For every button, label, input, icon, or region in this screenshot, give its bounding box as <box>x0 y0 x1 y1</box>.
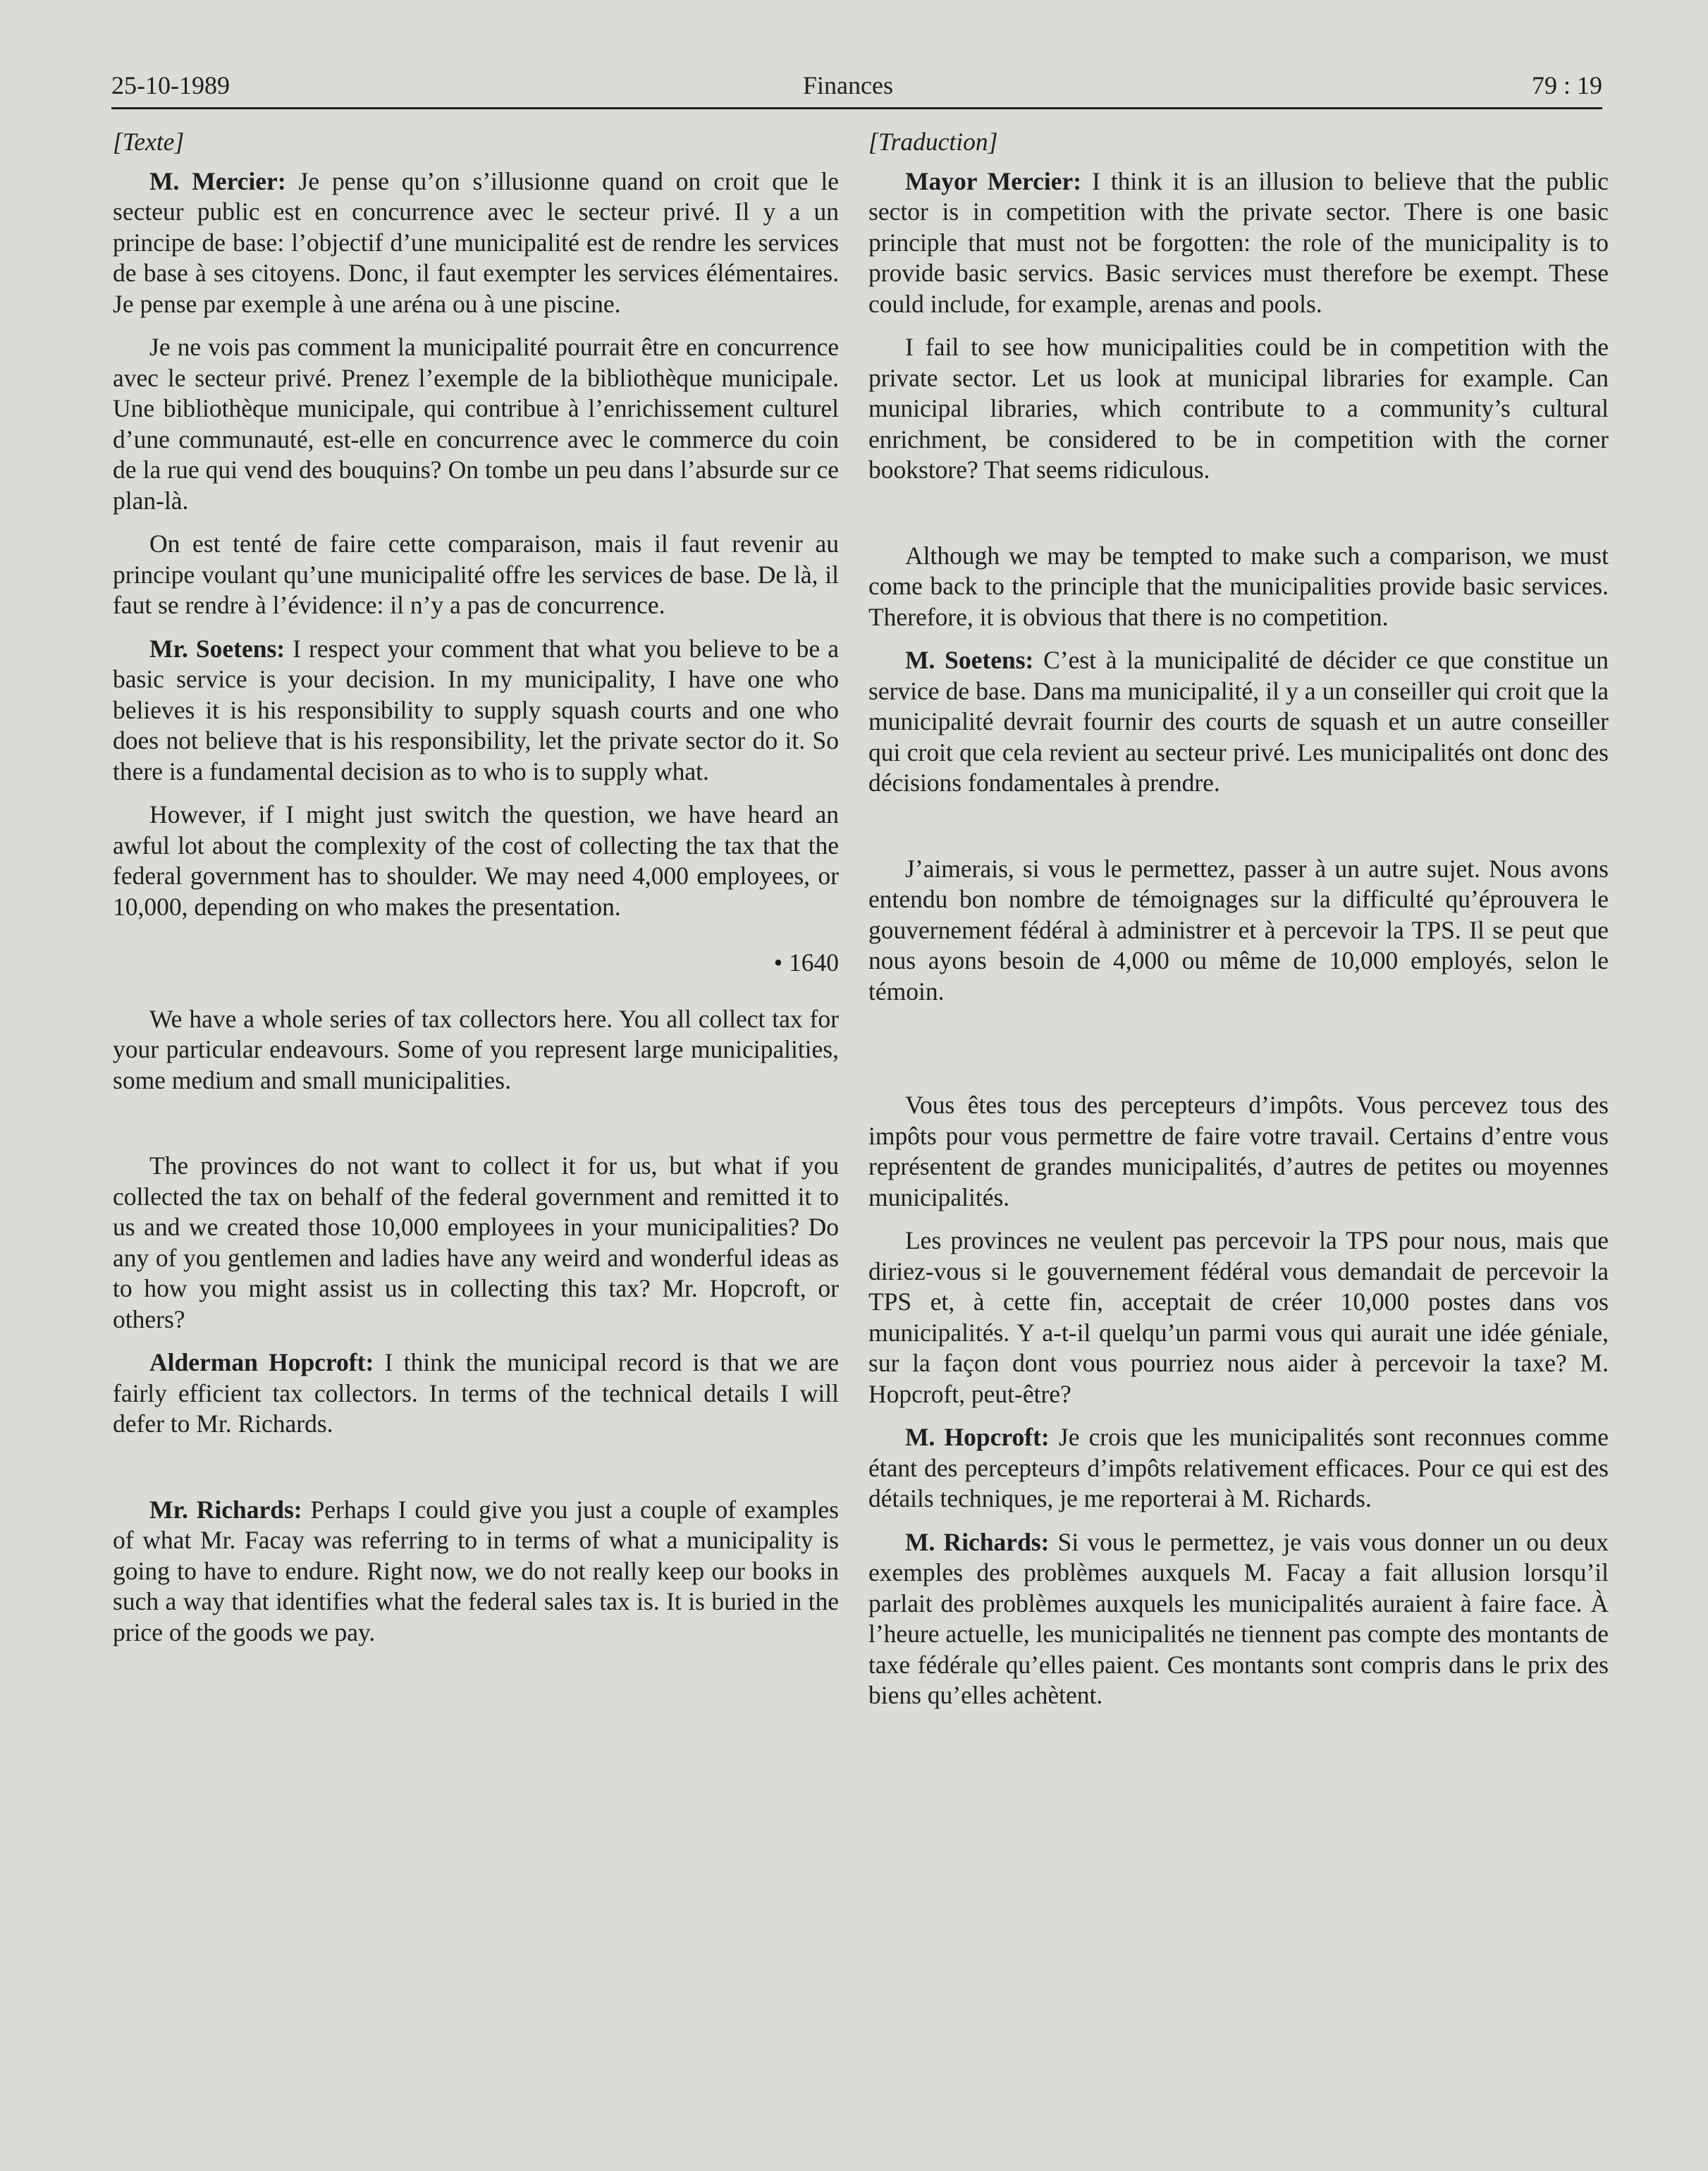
paragraph: However, if I might just switch the question, we have heard an awful lot about the complexity of the cost of collecting the tax that the federal government has to shoulder. We may need 4,000 employees, or 10,000, depending on who makes the presentation. <box>113 800 839 921</box>
paragraph <box>113 1347 839 1440</box>
paragraph: We have a whole series of tax collectors here. You all collect tax for your particular endeavours. Some of you represent large municipalities, some medium and small municipalities. <box>113 1004 839 1094</box>
left-column <box>113 127 839 1661</box>
paragraph-text: Je crois que les municipalités sont reconnues comme étant des percepteurs d’impôts relativement efficaces. Pour ce qui est des détails techniques, je me reporterai à M. Richards. <box>868 1423 1609 1512</box>
speaker-name: Mr. Soetens: <box>149 634 285 663</box>
paragraph: I fail to see how municipalities could be in competition with the private sector. Let us look at municipal libraries for example. Can municipal libraries, which contribute to a community’s cultural enrichment, be considered to be in competition with the corner bookstore? That seems ridiculous. <box>868 333 1609 484</box>
speaker-name: M. Richards: <box>905 1527 1050 1556</box>
spacer <box>868 1020 1609 1090</box>
paragraph: Je ne vois pas comment la municipalité pourrait être en concurrence avec le secteur privé. Prenez l’exemple de la bibliothèque municipale. Une bibliothèque municipale, qui contribue à l’enrichissement culturel d’une communauté, est-elle en concurrence avec le commerce du coin de la rue qui vend des bouquins? On tombe un peu dans l’absurde sur ce plan-là. <box>113 333 839 515</box>
header-rule <box>111 107 1602 109</box>
paragraph <box>113 634 839 788</box>
speaker-name: M. Mercier: <box>149 166 286 195</box>
paragraph <box>868 645 1609 799</box>
paragraph <box>868 1527 1609 1711</box>
paragraph-text: I think it is an illusion to believe that the public sector is in competition with the private sector. There is one basic principle that must not be forgotten: the role of the municipality is to provide basic servics. Basic services must therefore be exempt. These could include, for example, arenas and pools. <box>868 166 1609 318</box>
speaker-name: M. Soetens: <box>905 646 1034 674</box>
speaker-name: Mayor Mercier: <box>905 166 1082 195</box>
spacer <box>113 1108 839 1151</box>
section-label: [Texte] <box>113 128 185 156</box>
paragraph-text: Perhaps I could give you just a couple of examples of what Mr. Facay was referring to in terms of what a municipality is going to have to endure. Right now, we do not really keep our books in such a way that identifies what the federal sales tax is. It is buried in the price of the goods we pay. <box>113 1495 839 1646</box>
header-title: Finances <box>803 71 893 99</box>
section-label: [Traduction] <box>868 128 998 156</box>
paragraph <box>113 166 839 320</box>
paragraph <box>113 1495 839 1649</box>
spacer <box>113 1453 839 1495</box>
paragraph <box>868 166 1609 320</box>
paragraph: The provinces do not want to collect it for us, but what if you collected the tax on behalf of the federal government and remitted it to us and we created those 10,000 employees in your municipalities? Do any of you gentlemen and ladies have any weird and wonderful ideas as to how you might assist us in collecting this tax? Mr. Hopcroft, or others? <box>113 1151 839 1333</box>
spacer <box>868 812 1609 854</box>
right-column <box>868 127 1609 1724</box>
paragraph: J’aimerais, si vous le permettez, passer à un autre sujet. Nous avons entendu bon nombre de témoignages sur la difficulté qu’éprouvera le gouvernement fédéral à administrer et à percevoir la TPS. Il se peut que nous ayons besoin de 4,000 ou même de 10,000 employés, selon le témoin. <box>868 854 1609 1005</box>
paragraph: Vous êtes tous des percepteurs d’impôts. Vous percevez tous des impôts pour vous permettre de faire votre travail. Certains d’entre vous représentent de grandes municipalités, d’autres de petites ou moyennes municipalités. <box>868 1091 1609 1211</box>
speaker-name: Alderman Hopcroft: <box>149 1348 374 1376</box>
time-marker: • 1640 <box>773 948 839 977</box>
spacer <box>868 499 1609 541</box>
header-page-number: 79 : 19 <box>1531 71 1602 99</box>
paragraph: Although we may be tempted to make such a comparison, we must come back to the principle that the municipalities provide basic services. Therefore, it is obvious that there is no competition. <box>868 541 1609 631</box>
paragraph-text: C’est à la municipalité de décider ce que constitue un service de base. Dans ma municipalité, il y a un conseiller qui croit que la municipalité devrait fournir des courts de squash et un autre conseiller qui croit que cela revient au secteur privé. Les municipalités ont donc des décisions fondamentales à prendre. <box>868 646 1609 797</box>
paragraph-text: Si vous le permettez, je vais vous donner un ou deux exemples des problèmes auxquels M. Facay a fait allusion lorsqu’il parlait des problèmes auxquels les municipalités auraient à faire face. À l’heure actuelle, les municipalités ne tiennent pas compte des montants de taxe fédérale qu’elles paient. Ces montants sont compris dans le prix des biens qu’elles achètent. <box>868 1527 1609 1709</box>
paragraph-text: I respect your comment that what you believe to be a basic service is your decision. In my municipality, I have one who believes it is his responsibility to supply squash courts and one who does not believe that is his responsibility, let the private sector do it. So there is a fundamental decision as to who is to supply what. <box>113 634 839 785</box>
paragraph: Les provinces ne veulent pas percevoir la TPS pour nous, mais que diriez-vous si le gouvernement fédéral vous demandait de percevoir la TPS et, à cette fin, acceptait de créer 10,000 postes dans vos municipalités. Y a-t-il quelqu’un parmi vous qui aurait une idée géniale, sur la façon dont vous pourriez nous aider à percevoir la taxe? M. Hopcroft, peut-être? <box>868 1226 1609 1408</box>
paragraph-text: I think the municipal record is that we are fairly efficient tax collectors. In terms of the technical details I will defer to Mr. Richards. <box>113 1348 840 1438</box>
speaker-name: M. Hopcroft: <box>905 1423 1050 1451</box>
speaker-name: Mr. Richards: <box>149 1495 302 1524</box>
paragraph-text: Je pense qu’on s’illusionne quand on croit que le secteur public est en concurrence avec le secteur privé. Il y a un principe de base: l’objectif d’une municipalité est de rendre les services de base à ses citoyens. Donc, il faut exempter les services élémentaires. Je pense par exemple à une aréna ou à une piscine. <box>113 166 839 318</box>
header-date: 25-10-1989 <box>111 71 230 99</box>
paragraph: On est tenté de faire cette comparaison, mais il faut revenir au principe voulant qu’une municipalité offre les services de base. De là, il faut se rendre à l’évidence: il n’y a pas de concurrence. <box>113 530 839 619</box>
paragraph <box>868 1422 1609 1515</box>
